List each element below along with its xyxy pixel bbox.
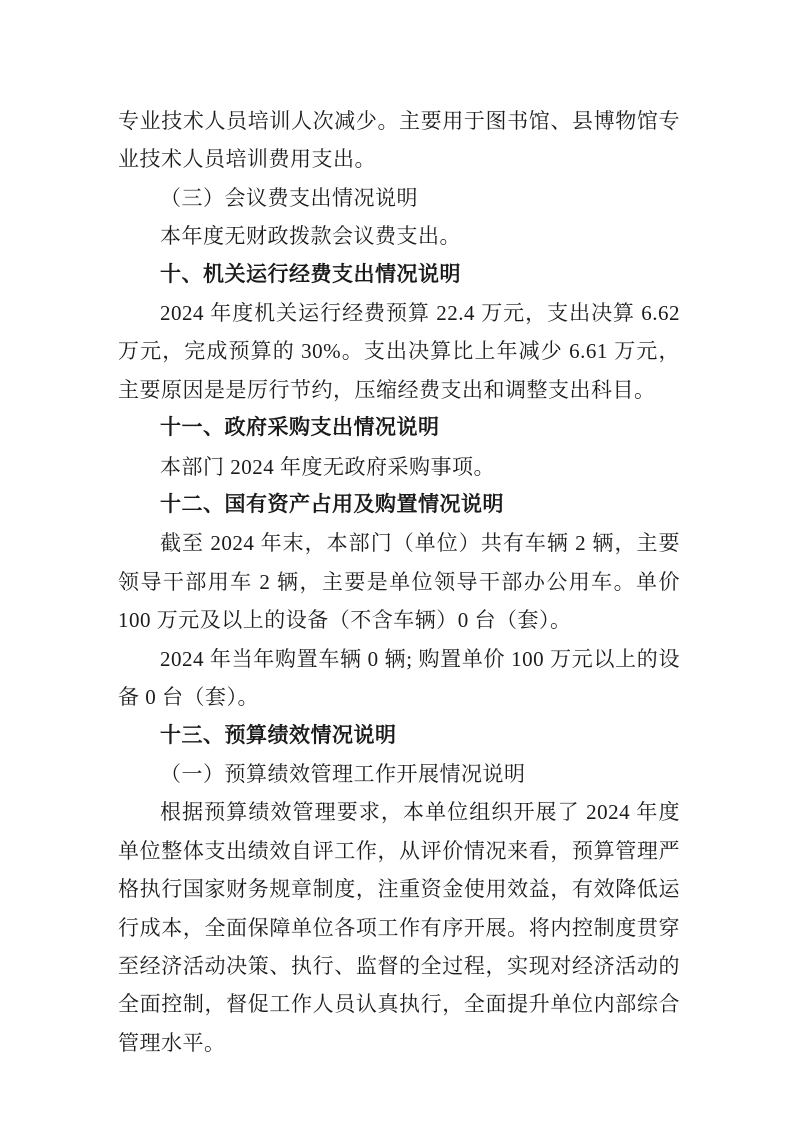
- section-heading: 十三、预算绩效情况说明: [160, 723, 397, 747]
- body-paragraph: 2024 年度机关运行经费预算 22.4 万元，支出决算 6.62 万元，完成预算的 30%。支出决算比上年减少 6.61 万元，主要原因是是厉行节约，压缩经费支出和调整支出科目。: [118, 301, 680, 402]
- section-heading: 十一、政府采购支出情况说明: [160, 416, 440, 440]
- body-paragraph: 本年度无财政拨款会议费支出。: [160, 224, 461, 249]
- subsection-heading: （三）会议费支出情况说明: [160, 185, 418, 210]
- section-heading: 十二、国有资产占用及购置情况说明: [160, 493, 504, 517]
- body-paragraph: 截至 2024 年末，本部门（单位）共有车辆 2 辆，主要领导干部用车 2 辆，主要是单位领导干部办公用车。单价 100 万元及以上的设备（不含车辆）0 台（套）。: [118, 531, 680, 633]
- document-content: [118, 102, 680, 1062]
- subsection-heading: （一）预算绩效管理工作开展情况说明: [160, 761, 526, 786]
- body-paragraph: 根据预算绩效管理要求，本单位组织开展了 2024 年度单位整体支出绩效自评工作，从评价情况来看，预算管理严格执行国家财务规章制度，注重资金使用效益，有效降低运行成本，全面保障单位各项工作有序开展。将内控制度贯穿至经济活动决策、执行、监督的全过程，实现对经济活动的全面控制，督促工作人员认真执行，全面提升单位内部综合管理水平。: [118, 800, 680, 1055]
- section-heading: 十、机关运行经费支出情况说明: [160, 262, 461, 286]
- body-paragraph: 本部门 2024 年度无政府采购事项。: [160, 454, 495, 479]
- body-paragraph: 专业技术人员培训人次减少。主要用于图书馆、县博物馆专业技术人员培训费用支出。: [118, 109, 680, 172]
- body-paragraph: 2024 年当年购置车辆 0 辆; 购置单价 100 万元以上的设备 0 台（套）。: [118, 646, 680, 710]
